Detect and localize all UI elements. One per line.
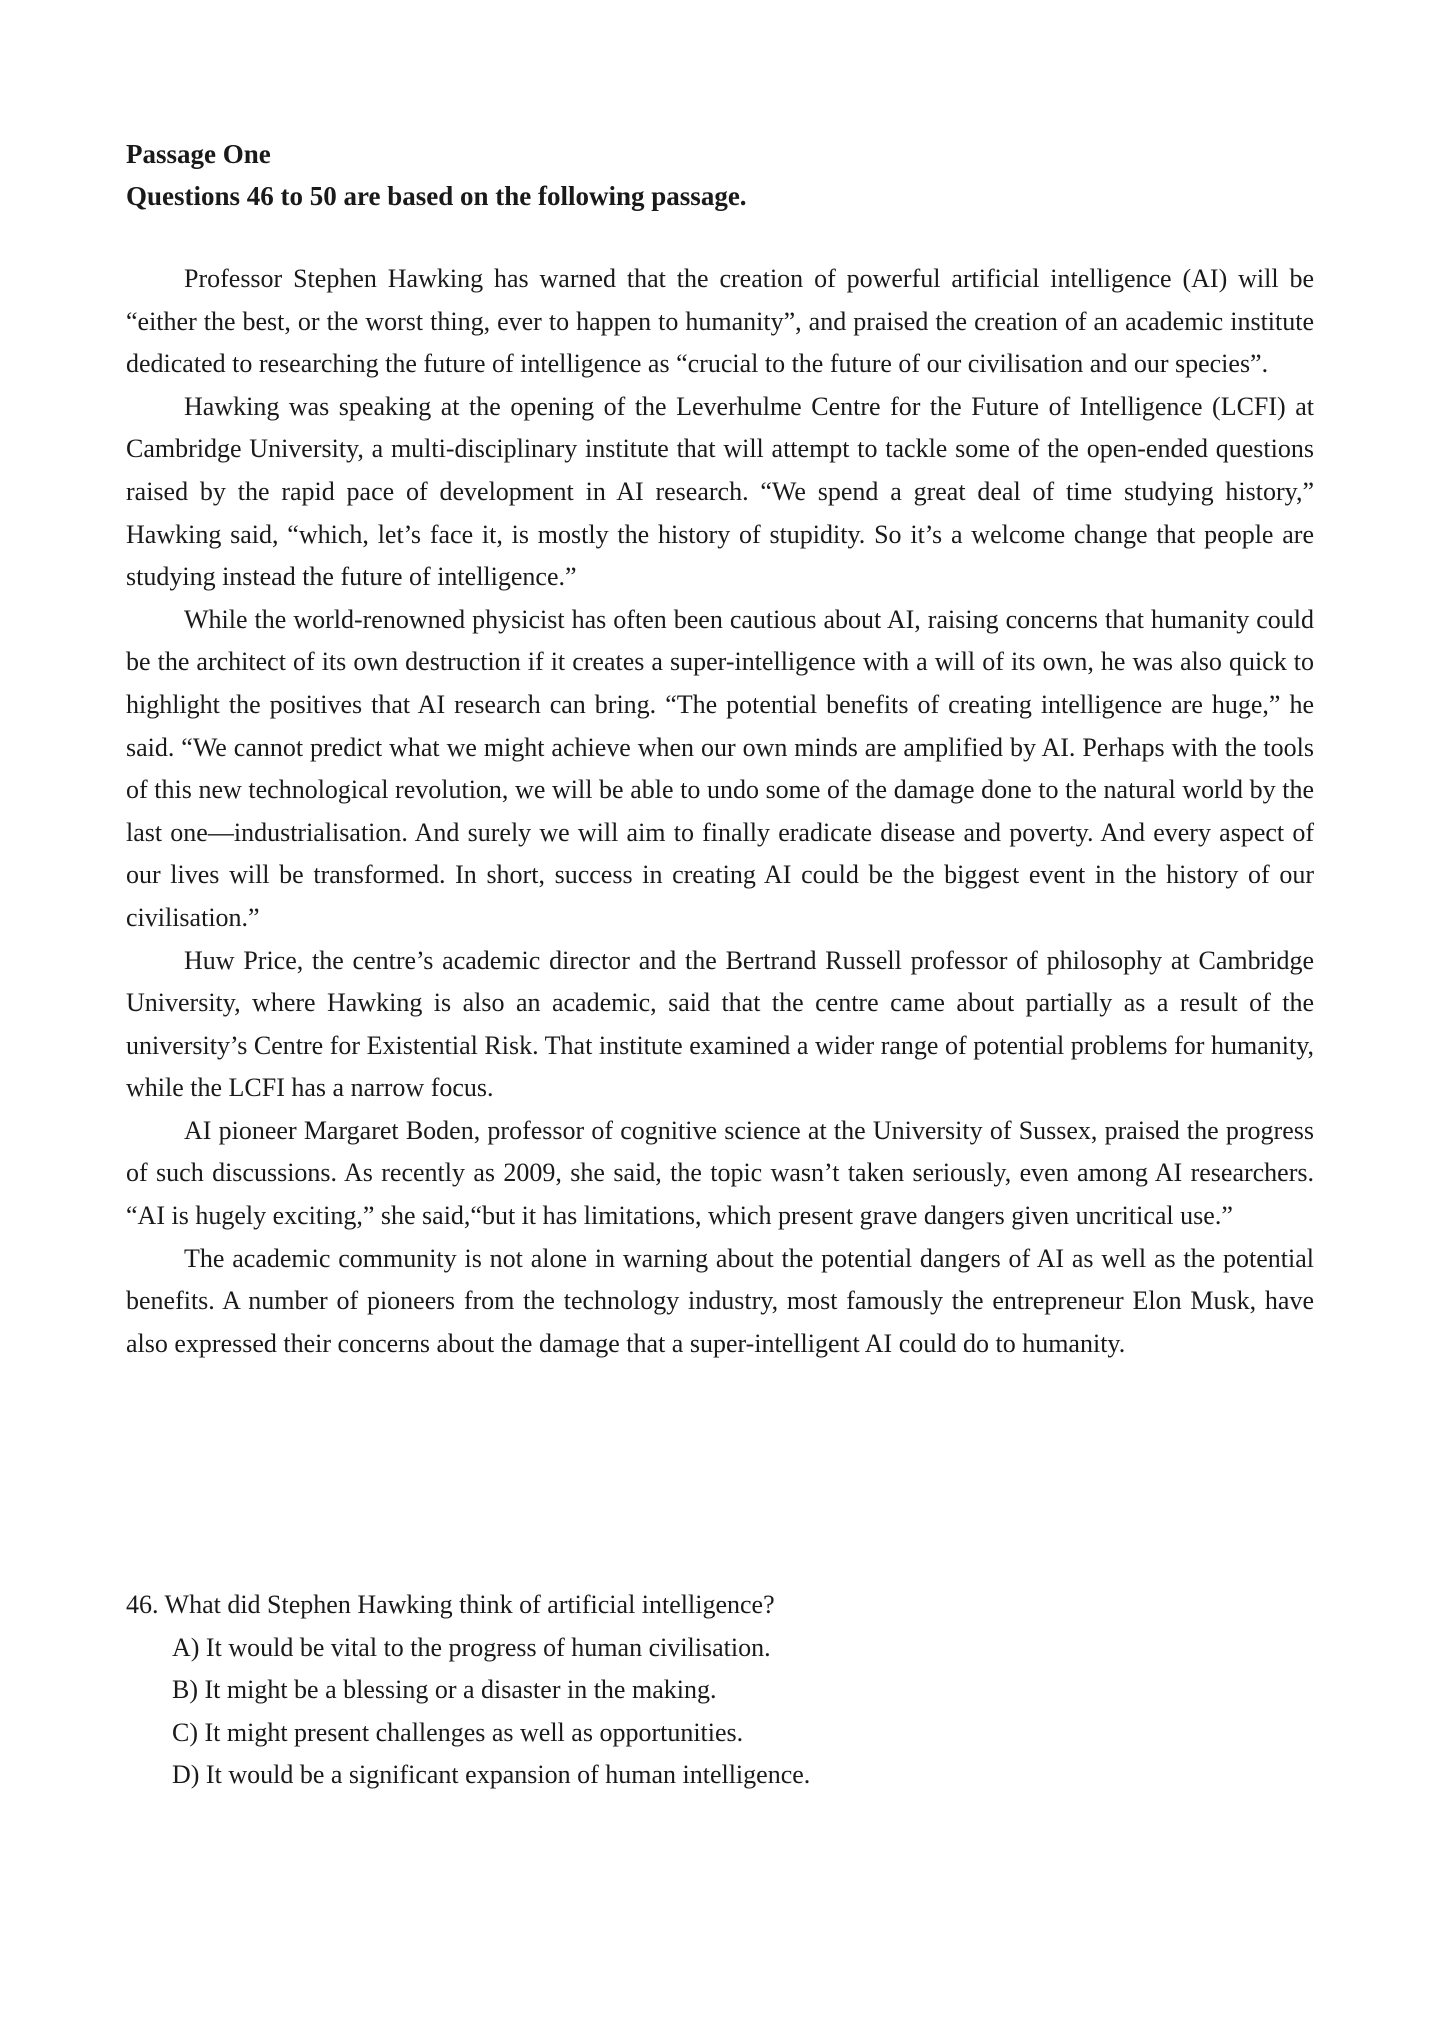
question-stem: 46. What did Stephen Hawking think of artificial intelligence? [126, 1590, 775, 1619]
passage-title: Passage One [126, 139, 271, 169]
passage-paragraph: Hawking was speaking at the opening of the Leverhulme Centre for the Future of Intelligence (LCFI) at Cambridge University, a multi-disciplinary institute that will attempt to tackle some of the open-ended questions raised by the rapid pace of development in AI research. “We spend a great deal of time studying history,” Hawking said, “which, let’s face it, is mostly the history of stupidity. So it’s a welcome change that people are studying instead the future of intelligence.” [126, 391, 1314, 592]
passage-header [126, 133, 1306, 217]
answer-option-c: C) It might present challenges as well as opportunities. [172, 1717, 744, 1747]
passage-instruction: Questions 46 to 50 are based on the following passage. [126, 181, 747, 211]
passage-paragraph: While the world-renowned physicist has often been cautious about AI, raising concerns that humanity could be the architect of its own destruction if it creates a super-intelligence with a will of its own, he was also quick to highlight the positives that AI research can bring. “The potential benefits of creating intelligence are huge,” he said. “We cannot predict what we might achieve when our own minds are amplified by AI. Perhaps with the tools of this new technological revolution, we will be able to undo some of the damage done to the natural world by the last one—industrialisation. And surely we will aim to finally eradicate disease and poverty. And every aspect of our lives will be transformed. In short, success in creating AI could be the biggest event in the history of our civilisation.” [126, 604, 1314, 932]
passage-paragraph: Huw Price, the centre’s academic director and the Bertrand Russell professor of philosophy at Cambridge University, where Hawking is also an academic, said that the centre came about partially as a result of the university’s Centre for Existential Risk. That institute examined a wider range of potential problems for humanity, while the LCFI has a narrow focus. [126, 945, 1314, 1103]
passage-paragraph: The academic community is not alone in warning about the potential dangers of AI as well as the potential benefits. A number of pioneers from the technology industry, most famously the entrepreneur Elon Musk, have also expressed their concerns about the damage that a super-intelligent AI could do to humanity. [126, 1243, 1314, 1358]
passage-paragraph: AI pioneer Margaret Boden, professor of cognitive science at the University of Sussex, praised the progress of such discussions. As recently as 2009, she said, the topic wasn’t taken seriously, even among AI researchers. “AI is hugely exciting,” she said,“but it has limitations, which present grave dangers given uncritical use.” [126, 1115, 1314, 1231]
passage-body [126, 258, 1314, 1365]
answer-option-d: D) It would be a significant expansion of human intelligence. [172, 1760, 811, 1790]
answer-option-b: B) It might be a blessing or a disaster in the making. [172, 1675, 717, 1705]
question-46 [126, 1584, 1314, 1797]
answer-options [126, 1627, 1314, 1797]
passage-paragraph: Professor Stephen Hawking has warned that the creation of powerful artificial intelligence (AI) will be “either the best, or the worst thing, ever to happen to humanity”, and praised the creation of an academic institute dedicated to researching the future of intelligence as “crucial to the future of our civilisation and our species”. [126, 264, 1314, 379]
answer-option-a: A) It would be vital to the progress of human civilisation. [172, 1632, 771, 1662]
